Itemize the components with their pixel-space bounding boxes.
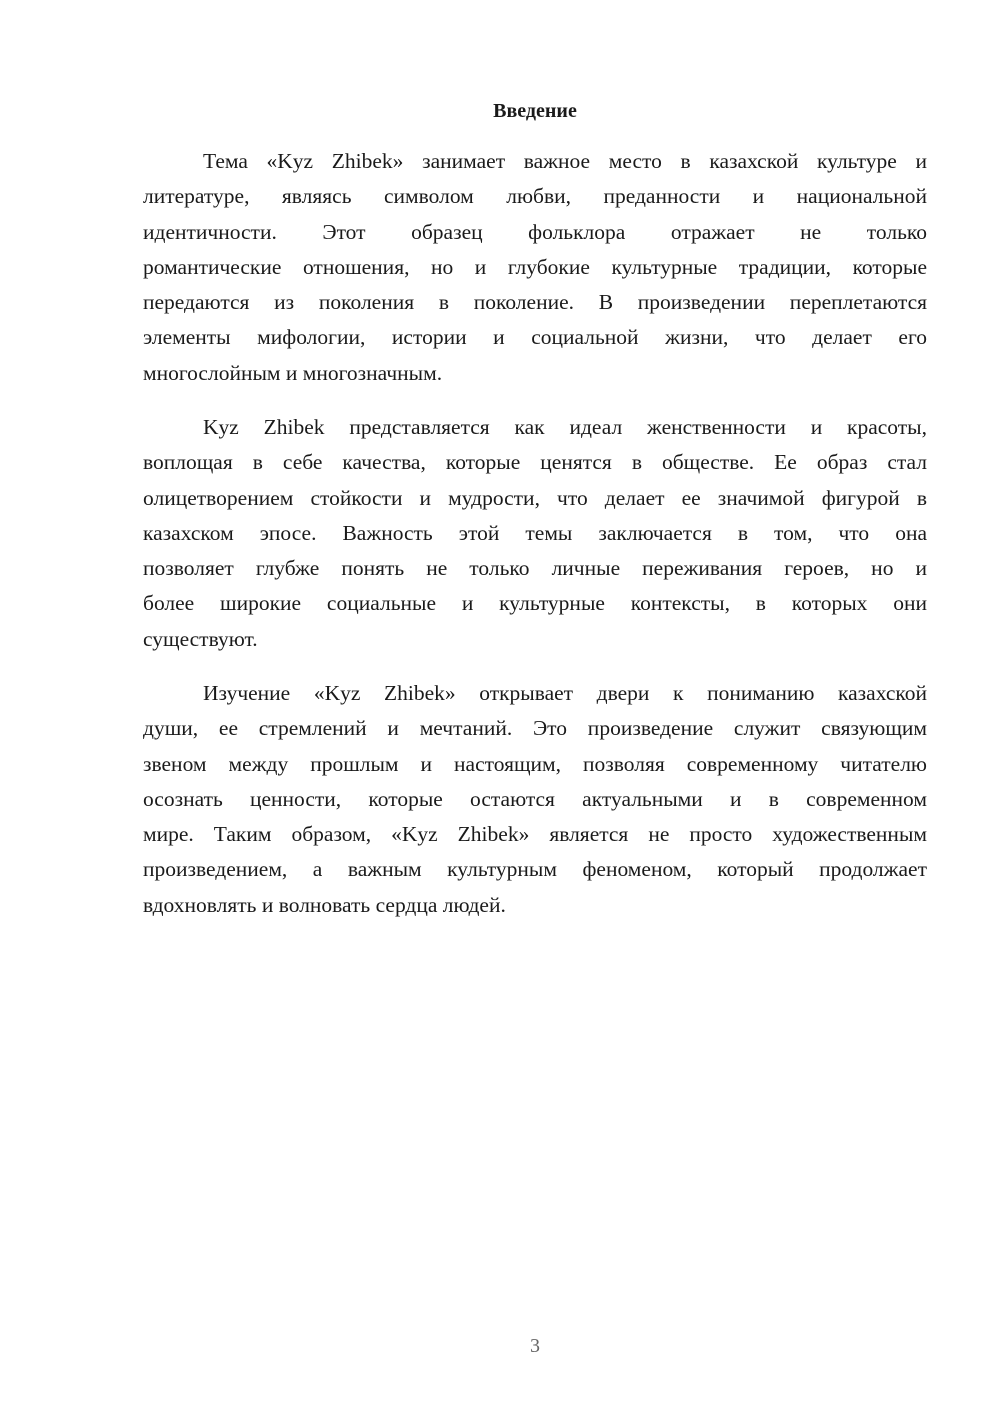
paragraph-3 — [143, 676, 927, 923]
paragraph-line: Kyz Zhibek представляется как идеал женственности и красоты, — [203, 415, 927, 439]
paragraph-1 — [143, 144, 927, 391]
paragraph-line: звеном между прошлым и настоящим, позволяя современному читателю — [143, 751, 927, 776]
paragraph-line: казахском эпосе. Важность этой темы заключается в том, что она — [143, 520, 927, 545]
paragraph-line: позволяет глубже понять не только личные переживания героев, но и — [143, 556, 927, 581]
paragraph-2 — [143, 410, 927, 657]
paragraph-line: воплощая в себе качества, которые ценятся в обществе. Ее образ стал — [143, 450, 927, 475]
paragraph-line: мире. Таким образом, «Kyz Zhibek» является не просто художественным — [143, 822, 927, 847]
paragraph-line: романтические отношения, но и глубокие культурные традиции, которые — [143, 254, 927, 279]
paragraph-line: передаются из поколения в поколение. В произведении переплетаются — [143, 290, 927, 315]
paragraph-line: осознать ценности, которые остаются актуальными и в современном — [143, 786, 927, 811]
paragraph-line: Изучение «Kyz Zhibek» открывает двери к пониманию казахской — [203, 681, 927, 705]
section-heading: Введение — [493, 100, 577, 122]
paragraph-line: существуют. — [143, 626, 258, 651]
paragraph-line: произведением, а важным культурным феноменом, который продолжает — [143, 857, 927, 882]
paragraph-line: олицетворением стойкости и мудрости, что делает ее значимой фигурой в — [143, 485, 927, 510]
paragraph-line: многослойным и многозначным. — [143, 360, 443, 385]
paragraph-line: идентичности. Этот образец фольклора отражает не только — [143, 219, 927, 244]
paragraph-line: элементы мифологии, истории и социальной жизни, что делает его — [143, 325, 927, 350]
paragraph-line: более широкие социальные и культурные контексты, в которых они — [143, 591, 927, 616]
paragraph-line: души, ее стремлений и мечтаний. Это произведение служит связующим — [143, 716, 927, 741]
paragraph-line: Тема «Kyz Zhibek» занимает важное место в казахской культуре и — [203, 149, 927, 173]
page-number: 3 — [530, 1335, 540, 1357]
paragraph-line: вдохновлять и волновать сердца людей. — [143, 892, 506, 917]
paragraph-line: литературе, являясь символом любви, преданности и национальной — [143, 184, 927, 209]
